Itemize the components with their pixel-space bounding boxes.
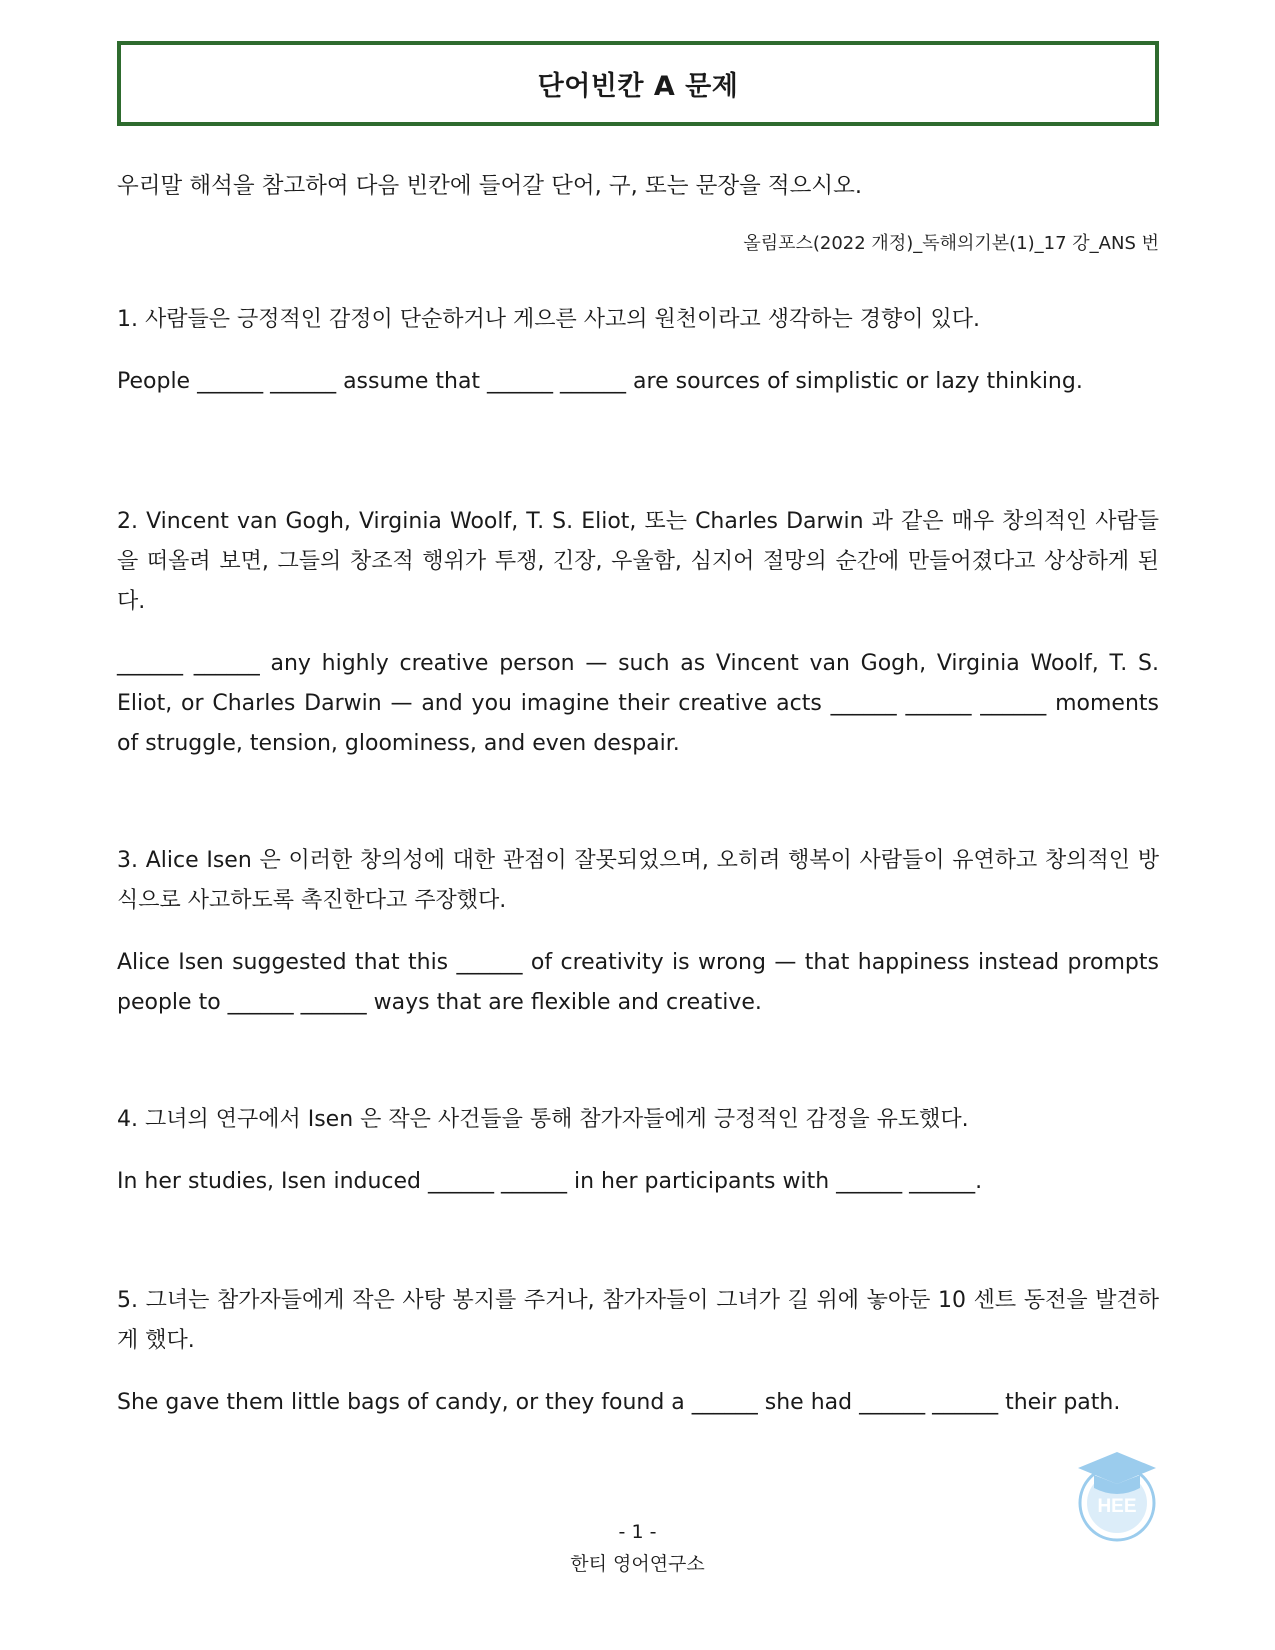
question-korean: 3. Alice Isen 은 이러한 창의성에 대한 관점이 잘못되었으며, 오히려 행복이 사람들이 유연하고 창의적인 방식으로 사고하도록 촉진한다고 주장했다. bbox=[117, 848, 1159, 913]
question-3 bbox=[117, 841, 1159, 1023]
question-korean: 1. 사람들은 긍정적인 감정이 단순하거나 게으른 사고의 원천이라고 생각하는 경향이 있다. bbox=[117, 307, 980, 332]
page-number: - 1 - bbox=[618, 1521, 657, 1543]
question-english: In her studies, Isen induced ______ ______ in her participants with ______ ______. bbox=[117, 1169, 983, 1194]
source-label: 올림포스(2022 개정)_독해의기본(1)_17 강_ANS 번 bbox=[743, 233, 1159, 254]
question-english: ______ ______ any highly creative person — such as Vincent van Gogh, Virginia Woolf, T. S. Eliot, or Charles Darwin — and you imagine their creative acts ______ ______ ______ moments of struggle, tension, gloominess, and even despair. bbox=[117, 651, 1159, 756]
question-1 bbox=[117, 300, 1159, 402]
question-english: Alice Isen suggested that this ______ of creativity is wrong — that happiness instead prompts people to ______ ______ ways that are flexible and creative. bbox=[117, 950, 1159, 1015]
question-4 bbox=[117, 1100, 1159, 1202]
title-box bbox=[117, 41, 1159, 126]
question-korean: 4. 그녀의 연구에서 Isen 은 작은 사건들을 통해 참가자들에게 긍정적인 감정을 유도했다. bbox=[117, 1107, 969, 1132]
worksheet-page bbox=[117, 41, 1159, 1415]
question-2 bbox=[117, 502, 1159, 764]
instruction-text: 우리말 해석을 참고하여 다음 빈칸에 들어갈 단어, 구, 또는 문장을 적으시오. bbox=[117, 173, 863, 199]
question-korean: 5. 그녀는 참가자들에게 작은 사탕 봉지를 주거나, 참가자들이 그녀가 길 위에 놓아둔 10 센트 동전을 발견하게 했다. bbox=[117, 1288, 1159, 1353]
page-footer bbox=[0, 1516, 1275, 1580]
logo-text: HEE bbox=[1097, 1496, 1137, 1517]
question-english: She gave them little bags of candy, or they found a ______ she had ______ ______ their path. bbox=[117, 1390, 1121, 1415]
page-title: 단어빈칸 A 문제 bbox=[537, 71, 739, 102]
question-5 bbox=[117, 1281, 1159, 1423]
question-korean: 2. Vincent van Gogh, Virginia Woolf, T. S. Eliot, 또는 Charles Darwin 과 같은 매우 창의적인 사람들을 떠올려 보면, 그들의 창조적 행위가 투쟁, 긴장, 우울함, 심지어 절망의 순간에 만들어졌다고 상상하게 된다. bbox=[117, 509, 1159, 614]
footer-org: 한티 영어연구소 bbox=[570, 1553, 705, 1575]
question-english: People ______ ______ assume that ______ ______ are sources of simplistic or lazy thinking. bbox=[117, 369, 1083, 394]
